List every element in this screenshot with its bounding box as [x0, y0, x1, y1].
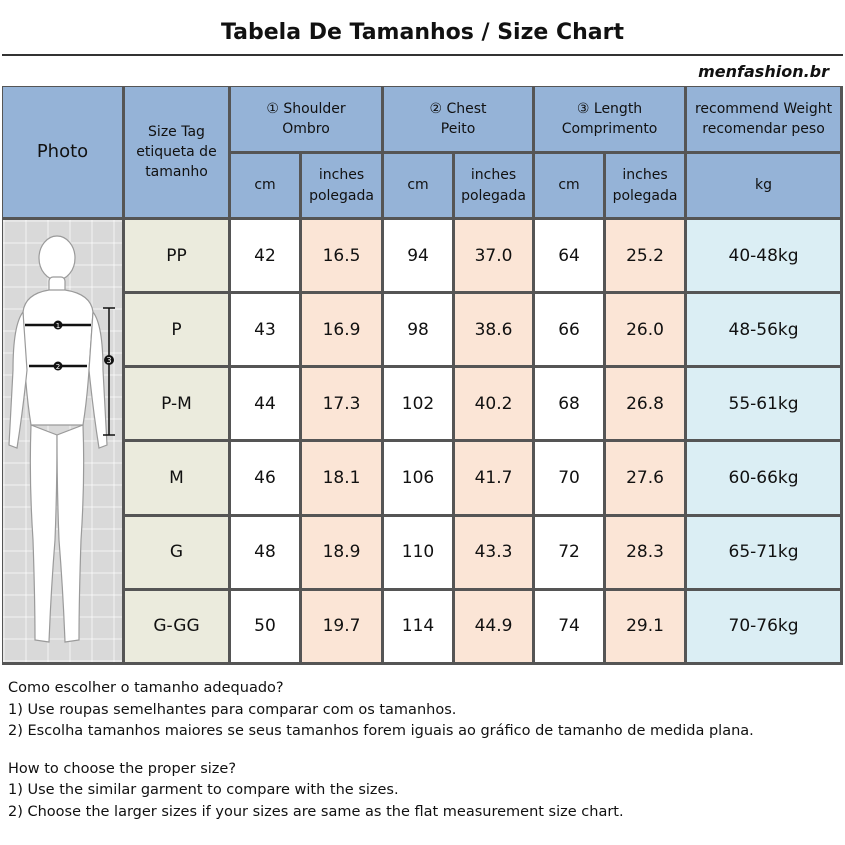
header-length-cm: cm	[535, 154, 606, 220]
header-shoulder-cm: cm	[231, 154, 302, 220]
header-length-inches: inches polegada	[606, 154, 687, 220]
chest-inches-cell: 38.6	[455, 294, 535, 368]
note-en-2: 2) Choose the larger sizes if your sizes are same as the flat measurement size chart.	[8, 803, 624, 820]
note-pt-heading: Como escolher o tamanho adequado?	[8, 680, 284, 696]
weight-cell: 70-76kg	[687, 591, 843, 665]
size-cell: P	[125, 294, 231, 368]
shoulder-inches-cell: 16.5	[302, 220, 384, 294]
chest-cm-cell: 102	[384, 368, 455, 442]
length-cm-cell: 64	[535, 220, 606, 294]
header-photo: Photo	[3, 87, 125, 220]
shoulder-cm-cell: 43	[231, 294, 302, 368]
chest-cm-cell: 98	[384, 294, 455, 368]
sizing-notes	[8, 678, 838, 823]
shoulder-inches-cell: 17.3	[302, 368, 384, 442]
size-cell: P-M	[125, 368, 231, 442]
shoulder-cm-cell: 42	[231, 220, 302, 294]
table-row	[3, 368, 843, 442]
length-inches-cell: 26.0	[606, 294, 687, 368]
chest-inches-cell: 37.0	[455, 220, 535, 294]
size-cell: M	[125, 442, 231, 516]
size-cell: PP	[125, 220, 231, 294]
note-en-heading: How to choose the proper size?	[8, 760, 237, 777]
note-pt-1: 1) Use roupas semelhantes para comparar com os tamanhos.	[8, 701, 457, 718]
length-cm-cell: 68	[535, 368, 606, 442]
shoulder-cm-cell: 50	[231, 591, 302, 665]
body-figure-photo	[3, 220, 125, 665]
marker-length: 3	[106, 356, 112, 365]
shoulder-inches-cell: 18.1	[302, 442, 384, 516]
brand-label: menfashion.br	[698, 62, 829, 81]
header-chest: ② Chest Peito	[384, 87, 535, 154]
page-title: Tabela De Tamanhos / Size Chart	[220, 20, 625, 45]
length-inches-cell: 27.6	[606, 442, 687, 516]
header-weight-kg: kg	[687, 154, 843, 220]
shoulder-cm-cell: 46	[231, 442, 302, 516]
marker-shoulder: 1	[55, 322, 61, 330]
length-cm-cell: 66	[535, 294, 606, 368]
table-row	[3, 517, 843, 591]
chest-cm-cell: 94	[384, 220, 455, 294]
marker-chest: 2	[55, 363, 61, 371]
header-shoulder: ① Shoulder Ombro	[231, 87, 384, 154]
shoulder-inches-cell: 16.9	[302, 294, 384, 368]
shoulder-cm-cell: 44	[231, 368, 302, 442]
note-en-1: 1) Use the similar garment to compare with the sizes.	[8, 782, 399, 798]
chest-cm-cell: 106	[384, 442, 455, 516]
chest-inches-cell: 41.7	[455, 442, 535, 516]
length-inches-cell: 25.2	[606, 220, 687, 294]
size-cell: G	[125, 517, 231, 591]
chest-inches-cell: 44.9	[455, 591, 535, 665]
note-pt-2: 2) Escolha tamanhos maiores se seus tamanhos forem iguais ao gráfico de tamanho de medida plana.	[8, 723, 754, 739]
header-chest-inches: inches polegada	[455, 154, 535, 220]
size-chart-table	[2, 86, 843, 665]
shoulder-inches-cell: 18.9	[302, 517, 384, 591]
chest-inches-cell: 43.3	[455, 517, 535, 591]
size-cell: G-GG	[125, 591, 231, 665]
table-row	[3, 442, 843, 516]
shoulder-cm-cell: 48	[231, 517, 302, 591]
header-shoulder-inches: inches polegada	[302, 154, 384, 220]
shoulder-inches-cell: 19.7	[302, 591, 384, 665]
chest-cm-cell: 114	[384, 591, 455, 665]
header-length: ③ Length Comprimento	[535, 87, 687, 154]
header-weight: recommend Weight recomendar peso	[687, 87, 843, 154]
table-row	[3, 591, 843, 665]
chest-cm-cell: 110	[384, 517, 455, 591]
weight-cell: 40-48kg	[687, 220, 843, 294]
weight-cell: 60-66kg	[687, 442, 843, 516]
length-cm-cell: 70	[535, 442, 606, 516]
length-inches-cell: 26.8	[606, 368, 687, 442]
table-row	[3, 220, 843, 294]
body-figure-icon	[3, 220, 122, 662]
weight-cell: 55-61kg	[687, 368, 843, 442]
table-row	[3, 294, 843, 368]
header-size-tag: Size Tag etiqueta de tamanho	[125, 87, 231, 220]
length-inches-cell: 28.3	[606, 517, 687, 591]
length-inches-cell: 29.1	[606, 591, 687, 665]
length-cm-cell: 72	[535, 517, 606, 591]
title-divider	[2, 54, 843, 56]
weight-cell: 65-71kg	[687, 517, 843, 591]
header-chest-cm: cm	[384, 154, 455, 220]
length-cm-cell: 74	[535, 591, 606, 665]
chest-inches-cell: 40.2	[455, 368, 535, 442]
weight-cell: 48-56kg	[687, 294, 843, 368]
